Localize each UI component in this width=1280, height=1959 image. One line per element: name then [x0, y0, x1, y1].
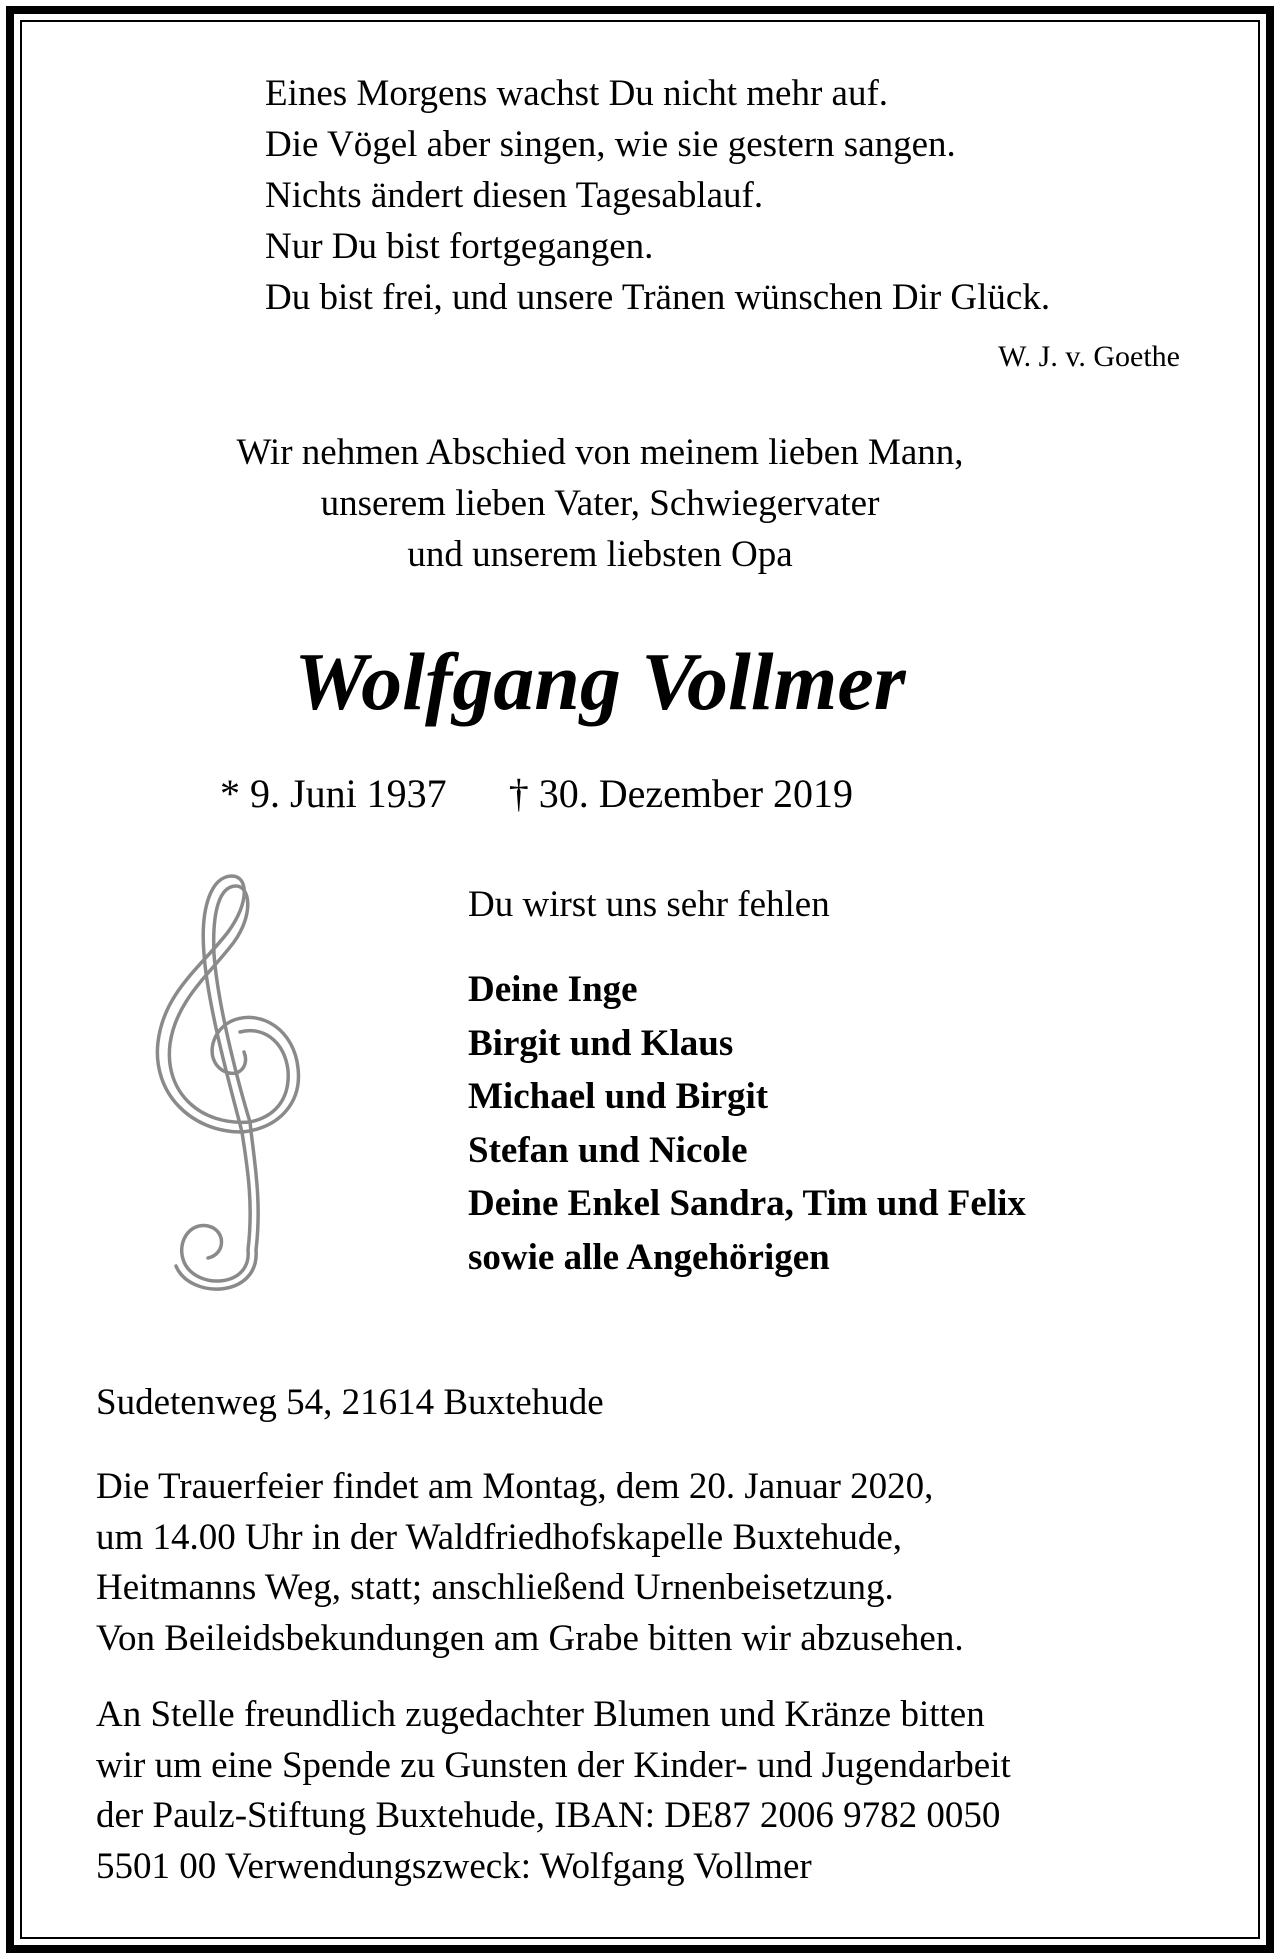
funeral-line: Die Trauerfeier findet am Montag, dem 20. Januar 2020, — [96, 1466, 934, 1507]
deceased-name: Wolfgang Vollmer — [294, 636, 906, 727]
farewell-text — [100, 427, 1100, 580]
poem-line: Die Vögel aber singen, wie sie gestern sangen. — [265, 124, 956, 165]
funeral-line: Heitmanns Weg, statt; anschließend Urnenbeisetzung. — [96, 1567, 894, 1608]
poem — [265, 68, 1195, 323]
donation-line: wir um eine Spende zu Gunsten der Kinder- und Jugendarbeit — [96, 1744, 1011, 1786]
donation-line: An Stelle freundlich zugedachter Blumen und Kränze bitten — [96, 1694, 985, 1735]
birth-date: * 9. Juni 1937 — [220, 771, 447, 816]
treble-clef-icon — [150, 870, 320, 1300]
poem-author: W. J. v. Goethe — [998, 340, 1180, 373]
poem-line: Eines Morgens wachst Du nicht mehr auf. — [265, 73, 889, 114]
donation-info — [96, 1690, 1011, 1892]
donation-line: der Paulz-Stiftung Buxtehude, IBAN: DE87 2006 9782 0050 — [96, 1795, 1001, 1836]
poem-line: Du bist frei, und unsere Tränen wünschen Dir Glück. — [265, 277, 1051, 318]
signatory: Michael und Birgit — [468, 1076, 769, 1117]
life-dates — [220, 768, 853, 820]
signatory: sowie alle Angehörigen — [468, 1236, 830, 1278]
poem-line: Nur Du bist fortgegangen. — [265, 226, 654, 267]
closing-phrase: Du wirst uns sehr fehlen — [468, 884, 830, 925]
signatory: Birgit und Klaus — [468, 1022, 734, 1064]
address: Sudetenweg 54, 21614 Buxtehude — [96, 1382, 604, 1423]
death-date: † 30. Dezember 2019 — [508, 771, 854, 816]
funeral-line: um 14.00 Uhr in der Waldfriedhofskapelle Buxtehude, — [96, 1516, 903, 1558]
funeral-line: Von Beileidsbekundungen am Grabe bitten wir abzusehen. — [96, 1617, 964, 1659]
signatory: Deine Inge — [468, 969, 638, 1010]
farewell-line: Wir nehmen Abschied von meinem lieben Mann, — [236, 432, 964, 473]
donation-line: 5501 00 Verwendungszweck: Wolfgang Vollmer — [96, 1845, 812, 1887]
poem-line: Nichts ändert diesen Tagesablauf. — [265, 175, 764, 216]
signatory: Deine Enkel Sandra, Tim und Felix — [468, 1183, 1026, 1224]
farewell-line: unserem lieben Vater, Schwiegervater — [320, 483, 880, 524]
funeral-info — [96, 1462, 964, 1664]
farewell-line: und unserem liebsten Opa — [407, 534, 793, 575]
signatories — [468, 963, 1026, 1284]
signatory: Stefan und Nicole — [468, 1129, 748, 1171]
